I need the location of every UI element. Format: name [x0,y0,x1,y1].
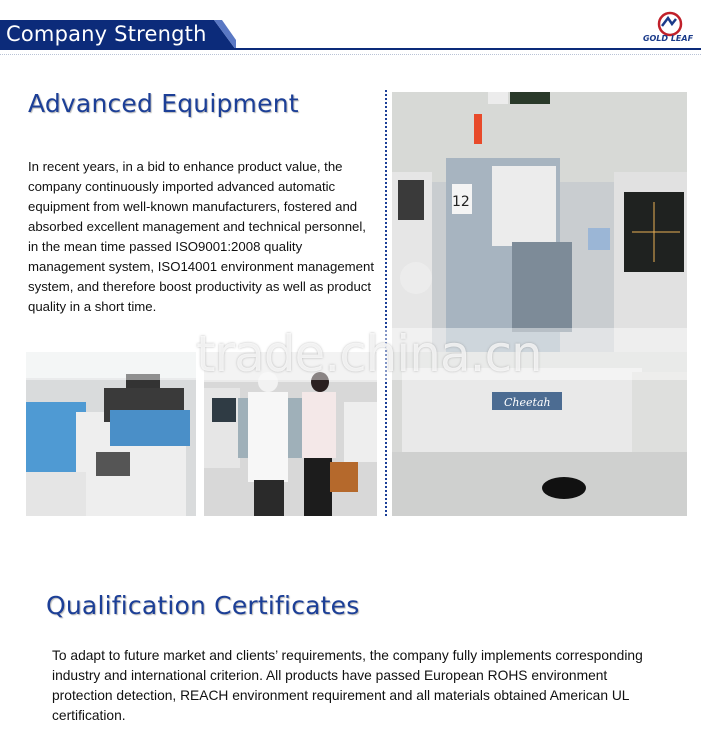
vertical-divider [385,90,387,516]
equipment-paragraph: In recent years, in a bid to enhance product value, the company continuously imported advanced automatic equipment from well-known manufacturers, fostered and absorbed excellent management and technical personnel, in the mean time passed ISO9001:2008 quality management system, ISO14001 environment management system, and therefore boost productivity as well as product quality in a short time. [28,159,374,314]
page-title: Company Strength [6,22,207,46]
machine-brand: Cheetah [504,396,551,409]
logo-text: GOLD LEAF [642,34,694,43]
certificates-paragraph: To adapt to future market and clients’ requirements, the company fully implements corresponding industry and international criterion. All products have passed European ROHS environment protection detection, REACH environment requirement and all materials obtained American UL certification. [52,648,643,723]
section-heading-certificates: Qualification Certificates [46,591,360,620]
header-divider [0,48,701,50]
equipment-photo-main [392,92,687,516]
panel-number: 12 [452,194,470,210]
watermark-text: trade.china.cn [196,325,542,383]
section-heading-equipment: Advanced Equipment [28,89,299,118]
divider-dots [0,54,701,55]
